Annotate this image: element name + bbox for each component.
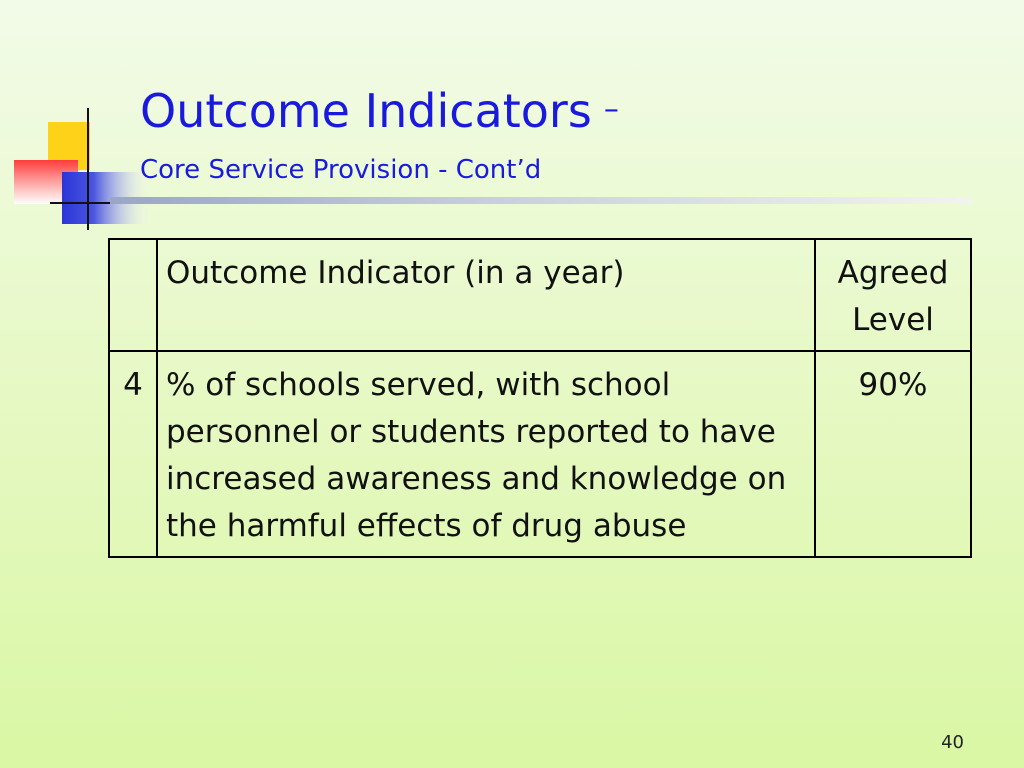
row-number: 4 [109,351,157,557]
slide-title [140,84,619,138]
row-indicator: % of schools served, with school personnel or students reported to have increased awareness and knowledge on the harmful effects of drug abuse [157,351,815,557]
page-number: 40 [941,732,964,753]
outcome-table [108,238,972,558]
corner-decoration [0,0,160,240]
slide-subtitle: Core Service Provision - Cont’d [140,155,542,185]
title-text: Outcome Indicators [140,84,592,138]
row-level: 90% [815,351,971,557]
title-underline [110,197,972,204]
header-indicator: Outcome Indicator (in a year) [157,239,815,351]
table-header-row [109,239,971,351]
header-number [109,239,157,351]
title-dash: – [603,92,619,127]
table-row [109,351,971,557]
header-level: Agreed Level [815,239,971,351]
